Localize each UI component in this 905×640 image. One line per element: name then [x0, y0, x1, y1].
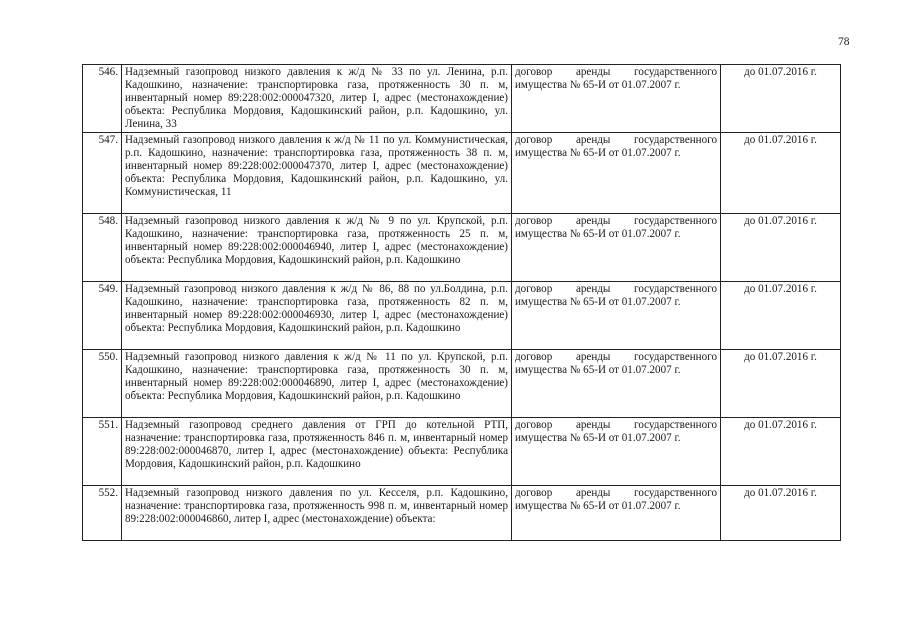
contract-reference: договор аренды государственного имущества № 65-И от 01.07.2007 г. [512, 486, 721, 541]
lease-term: до 01.07.2016 г. [721, 418, 841, 486]
contract-reference: договор аренды государственного имущества № 65-И от 01.07.2007 г. [512, 65, 721, 133]
object-description: Надземный газопровод низкого давления к ж/д № 33 по ул. Ленина, р.п. Кадошкино, назначение: транспортировка газа, протяженность 30 п. м, инвентарный номер 89:228:002:000047320, литер I, адрес (местонахождение) объекта: Республика Мордовия, Кадошкинский район, р.п. Кадошкино, ул. Ленина, 33 [122, 65, 512, 133]
contract-reference: договор аренды государственного имущества № 65-И от 01.07.2007 г. [512, 214, 721, 282]
contract-reference: договор аренды государственного имущества № 65-И от 01.07.2007 г. [512, 418, 721, 486]
row-number: 550. [83, 350, 122, 418]
row-number: 546. [83, 65, 122, 133]
lease-term: до 01.07.2016 г. [721, 486, 841, 541]
contract-reference: договор аренды государственного имущества № 65-И от 01.07.2007 г. [512, 350, 721, 418]
contract-reference: договор аренды государственного имущества № 65-И от 01.07.2007 г. [512, 282, 721, 350]
contract-reference: договор аренды государственного имущества № 65-И от 01.07.2007 г. [512, 133, 721, 214]
lease-term: до 01.07.2016 г. [721, 214, 841, 282]
object-description: Надземный газопровод среднего давления от ГРП до котельной РТП, назначение: транспортировка газа, протяженность 846 п. м, инвентарный номер 89:228:002:000046870, литер I, адрес (местонахождение) объекта: Республика Мордовия, Кадошкинский район, р.п. Кадошкино [122, 418, 512, 486]
object-description: Надземный газопровод низкого давления к ж/д № 11 по ул. Коммунистическая, р.п. Кадошкино, назначение: транспортировка газа, протяженность 38 п. м, инвентарный номер 89:228:002:000047370, литер I, адрес (местонахождение) объекта: Республика Мордовия, Кадошкинский район, р.п. Кадошкино, ул. Коммунистическая, 11 [122, 133, 512, 214]
table-row [83, 133, 841, 214]
page-number: 78 [838, 36, 850, 48]
table-row [83, 418, 841, 486]
object-description: Надземный газопровод низкого давления по ул. Кесселя, р.п. Кадошкино, назначение: транспортировка газа, протяженность 998 п. м, инвентарный номер 89:228:002:000046860, литер I, адрес (местонахождение) объекта: [122, 486, 512, 541]
object-description: Надземный газопровод низкого давления к ж/д № 11 по ул. Крупской, р.п. Кадошкино, назначение: транспортировка газа, протяженность 30 п. м, инвентарный номер 89:228:002:000046890, литер I, адрес (местонахождение) объекта: Республика Мордовия, Кадошкинский район, р.п. Кадошкино [122, 350, 512, 418]
table-row [83, 350, 841, 418]
row-number: 548. [83, 214, 122, 282]
property-table [82, 64, 841, 541]
row-number: 551. [83, 418, 122, 486]
lease-term: до 01.07.2016 г. [721, 133, 841, 214]
row-number: 552. [83, 486, 122, 541]
lease-term: до 01.07.2016 г. [721, 65, 841, 133]
row-number: 547. [83, 133, 122, 214]
lease-term: до 01.07.2016 г. [721, 282, 841, 350]
table-row [83, 282, 841, 350]
lease-term: до 01.07.2016 г. [721, 350, 841, 418]
row-number: 549. [83, 282, 122, 350]
table-row [83, 486, 841, 541]
table-row [83, 65, 841, 133]
object-description: Надземный газопровод низкого давления к ж/д № 9 по ул. Крупской, р.п. Кадошкино, назначение: транспортировка газа, протяженность 25 п. м, инвентарный номер 89:228:002:000046940, литер I, адрес (местонахождение) объекта: Республика Мордовия, Кадошкинский район, р.п. Кадошкино [122, 214, 512, 282]
table-row [83, 214, 841, 282]
object-description: Надземный газопровод низкого давления к ж/д № 86, 88 по ул.Болдина, р.п. Кадошкино, назначение: транспортировка газа, протяженность 82 п. м, инвентарный номер 89:228:002:000046930, литер I, адрес (местонахождение) объекта: Республика Мордовия, Кадошкинский район, р.п. Кадошкино [122, 282, 512, 350]
